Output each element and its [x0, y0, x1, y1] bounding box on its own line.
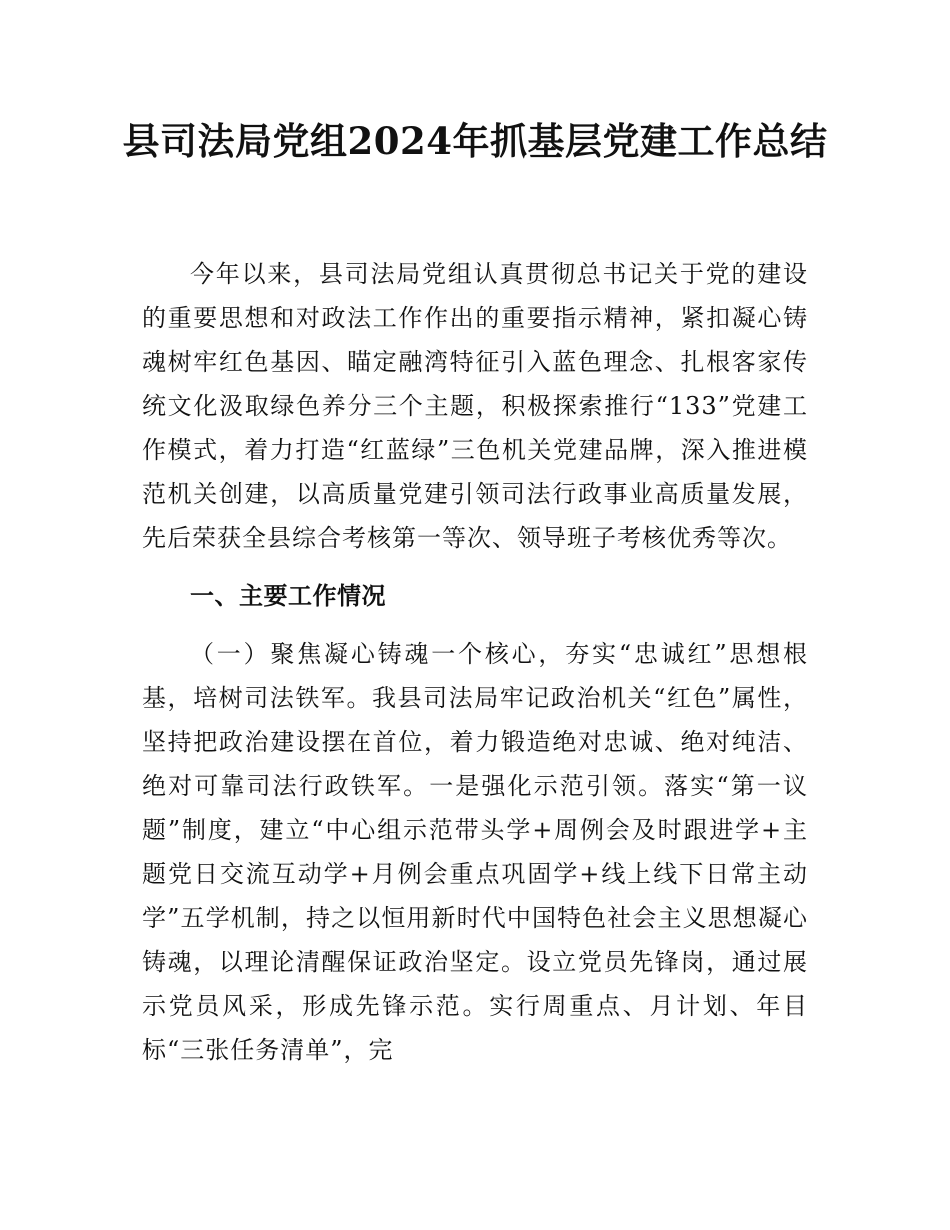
- section-heading: 一、主要工作情况: [190, 582, 386, 610]
- section-paragraph: （一）聚焦凝心铸魂一个核心，夯实“忠诚红”思想根基，培树司法铁军。我县司法局牢记政治机关“红色”属性，坚持把政治建设摆在首位，着力锻造绝对忠诚、绝对纯洁、绝对可靠司法行政铁军。一是强化示范引领。落实“第一议题”制度，建立“中心组示范带头学+周例会及时跟进学+主题党日交流互动学+月例会重点巩固学+线上线下日常主动学”五学机制，持之以恒用新时代中国特色社会主义思想凝心铸魂，以理论清醒保证政治坚定。设立党员先锋岗，通过展示党员风采，形成先锋示范。实行周重点、月计划、年目标“三张任务清单”，完: [142, 640, 808, 1064]
- document-body: [142, 252, 808, 1072]
- intro-paragraph: 今年以来，县司法局党组认真贯彻总书记关于党的建设的重要思想和对政法工作作出的重要指示精神，紧扣凝心铸魂树牢红色基因、瞄定融湾特征引入蓝色理念、扎根客家传统文化汲取绿色养分三个主题，积极探索推行“133”党建工作模式，着力打造“红蓝绿”三色机关党建品牌，深入推进模范机关创建，以高质量党建引领司法行政事业高质量发展，先后荣获全县综合考核第一等次、领导班子考核优秀等次。: [142, 260, 808, 552]
- document-title: 县司法局党组2024年抓基层党建工作总结: [122, 119, 828, 163]
